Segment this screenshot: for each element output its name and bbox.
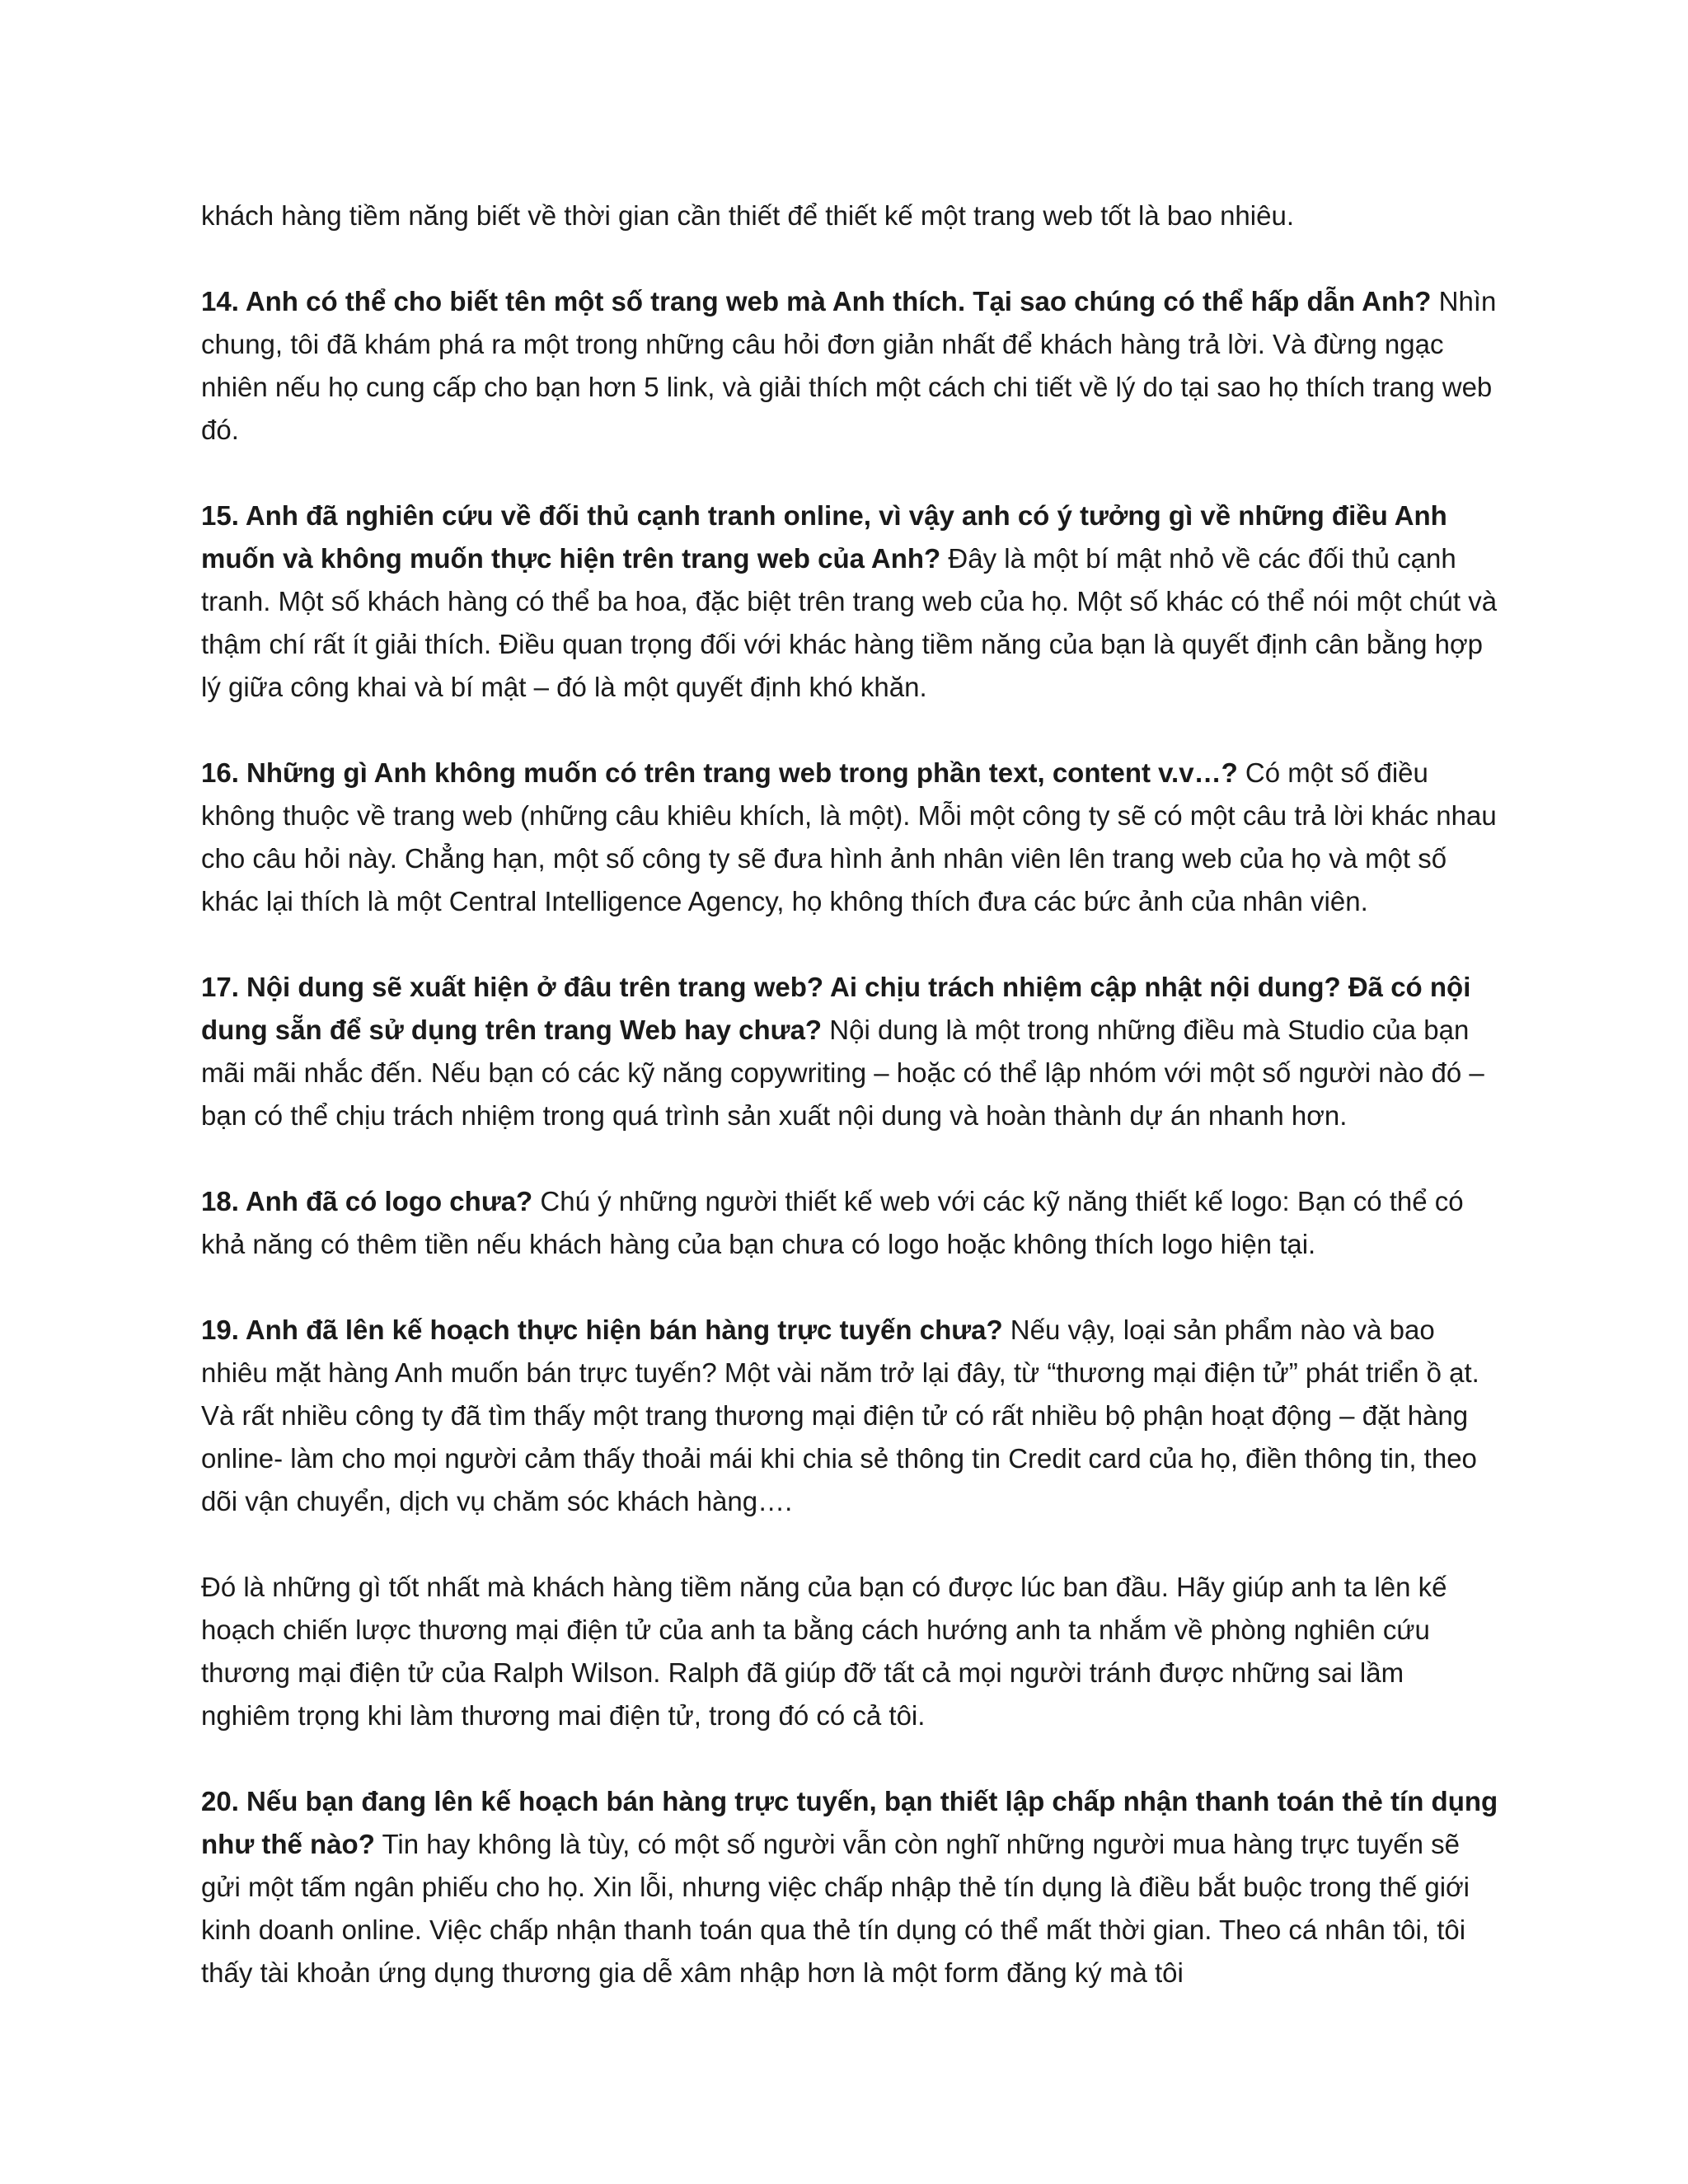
paragraph-body: Đó là những gì tốt nhất mà khách hàng tiềm năng của bạn có được lúc ban đầu. Hãy giúp anh ta lên kế hoạch chiến lược thương mại điện tử của anh ta bằng cách hướng anh ta nhắm về phòng nghiên cứu thương mại điện tử của Ralph Wilson. Ralph đã giúp đỡ tất cả mọi người tránh được những sai lầm nghiêm trọng khi làm thương mai điện tử, trong đó có cả tôi.	[201, 1572, 1447, 1731]
question-heading: 17. Nội dung sẽ xuất hiện ở đâu trên trang web? Ai chịu trách nhiệm cập nhật nội dung? Đã có nội dung sẵn để sử dụng trên trang Web hay chưa?	[201, 972, 1471, 1045]
document-page	[201, 194, 1500, 1994]
paragraph-question-18	[201, 1180, 1500, 1266]
paragraph-body: Chú ý những người thiết kế web với các kỹ năng thiết kế logo: Bạn có thể có khả năng có thêm tiền nếu khách hàng của bạn chưa có logo hoặc không thích logo hiện tại.	[201, 1186, 1464, 1259]
question-heading: 14. Anh có thể cho biết tên một số trang web mà Anh thích. Tại sao chúng có thể hấp dẫn Anh?	[201, 286, 1432, 316]
paragraph-ecommerce-advice	[201, 1566, 1500, 1737]
paragraph-body: khách hàng tiềm năng biết về thời gian cần thiết để thiết kế một trang web tốt là bao nhiêu.	[201, 200, 1294, 231]
paragraph-question-17	[201, 966, 1500, 1137]
paragraph-body: Nhìn chung, tôi đã khám phá ra một trong những câu hỏi đơn giản nhất để khách hàng trả lời. Và đừng ngạc nhiên nếu họ cung cấp cho bạn hơn 5 link, và giải thích một cách chi tiết về lý do tại sao họ thích trang web đó.	[201, 286, 1497, 445]
paragraph-body: Nội dung là một trong những điều mà Studio của bạn mãi mãi nhắc đến. Nếu bạn có các kỹ năng copywriting – hoặc có thể lập nhóm với một số người nào đó – bạn có thể chịu trách nhiệm trong quá trình sản xuất nội dung và hoàn thành dự án nhanh hơn.	[201, 1015, 1484, 1131]
paragraph-question-16	[201, 752, 1500, 923]
question-heading: 19. Anh đã lên kế hoạch thực hiện bán hàng trực tuyến chưa?	[201, 1315, 1003, 1345]
paragraph-question-19	[201, 1309, 1500, 1523]
question-heading: 16. Những gì Anh không muốn có trên trang web trong phần text, content v.v…?	[201, 757, 1238, 788]
question-heading: 18. Anh đã có logo chưa?	[201, 1186, 533, 1216]
paragraph-body: Đây là một bí mật nhỏ về các đối thủ cạnh tranh. Một số khách hàng có thể ba hoa, đặc biệt trên trang web của họ. Một số khác có thể nói một chút và thậm chí rất ít giải thích. Điều quan trọng đối với khác hàng tiềm năng của bạn là quyết định cân bằng hợp lý giữa công khai và bí mật – đó là một quyết định khó khăn.	[201, 543, 1498, 702]
paragraph-continuation	[201, 194, 1500, 237]
paragraph-body: Có một số điều không thuộc về trang web (những câu khiêu khích, là một). Mỗi một công ty sẽ có một câu trả lời khác nhau cho câu hỏi này. Chẳng hạn, một số công ty sẽ đưa hình ảnh nhân viên lên trang web của họ và một số khác lại thích là một Central Intelligence Agency, họ không thích đưa các bức ảnh của nhân viên.	[201, 757, 1497, 916]
paragraph-body: Tin hay không là tùy, có một số người vẫn còn nghĩ những người mua hàng trực tuyến sẽ gửi một tấm ngân phiếu cho họ. Xin lỗi, nhưng việc chấp nhập thẻ tín dụng là điều bắt buộc trong thế giới kinh doanh online. Việc chấp nhận thanh toán qua thẻ tín dụng có thể mất thời gian. Theo cá nhân tôi, tôi thấy tài khoản ứng dụng thương gia dễ xâm nhập hơn là một form đăng ký mà tôi	[201, 1829, 1470, 1988]
question-heading: 20. Nếu bạn đang lên kế hoạch bán hàng trực tuyến, bạn thiết lập chấp nhận thanh toán thẻ tín dụng như thế nào?	[201, 1786, 1498, 1859]
paragraph-body: Nếu vậy, loại sản phẩm nào và bao nhiêu mặt hàng Anh muốn bán trực tuyến? Một vài năm trở lại đây, từ “thương mại điện tử” phát triển ồ ạt. Và rất nhiều công ty đã tìm thấy một trang thương mại điện tử có rất nhiều bộ phận hoạt động – đặt hàng online- làm cho mọi người cảm thấy thoải mái khi chia sẻ thông tin Credit card của họ, điền thông tin, theo dõi vận chuyển, dịch vụ chăm sóc khách hàng….	[201, 1315, 1479, 1516]
question-heading: 15. Anh đã nghiên cứu về đối thủ cạnh tranh online, vì vậy anh có ý tưởng gì về những điều Anh muốn và không muốn thực hiện trên trang web của Anh?	[201, 500, 1447, 574]
paragraph-question-20	[201, 1780, 1500, 1994]
paragraph-question-14	[201, 280, 1500, 452]
paragraph-question-15	[201, 494, 1500, 709]
